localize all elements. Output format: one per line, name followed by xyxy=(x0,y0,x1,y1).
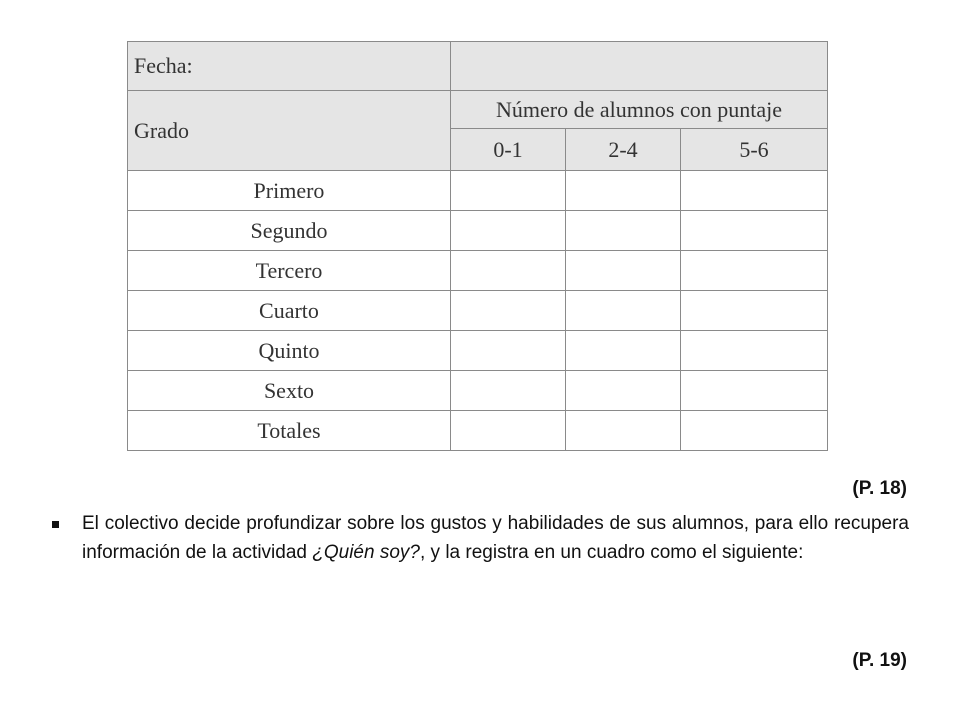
page-reference-19: (P. 19) xyxy=(852,650,907,671)
score-cell[interactable] xyxy=(451,411,566,451)
table-row xyxy=(128,331,828,371)
score-cell[interactable] xyxy=(566,411,681,451)
score-cell[interactable] xyxy=(566,291,681,331)
grade-label: Totales xyxy=(128,411,451,451)
table-row xyxy=(128,171,828,211)
score-cell[interactable] xyxy=(451,331,566,371)
page-reference-18: (P. 18) xyxy=(852,478,907,499)
grado-label: Grado xyxy=(128,91,451,171)
score-cell[interactable] xyxy=(451,211,566,251)
group-header: Número de alumnos con puntaje xyxy=(451,91,828,129)
range-header: 0-1 xyxy=(451,129,566,171)
score-cell[interactable] xyxy=(681,171,828,211)
grade-label: Quinto xyxy=(128,331,451,371)
score-cell[interactable] xyxy=(681,291,828,331)
table-row xyxy=(128,291,828,331)
score-cell[interactable] xyxy=(451,371,566,411)
score-cell[interactable] xyxy=(566,331,681,371)
score-cell[interactable] xyxy=(681,251,828,291)
score-cell[interactable] xyxy=(566,251,681,291)
table-row xyxy=(128,251,828,291)
grade-label: Tercero xyxy=(128,251,451,291)
score-cell[interactable] xyxy=(681,371,828,411)
paragraph-text xyxy=(82,509,909,567)
score-cell[interactable] xyxy=(566,211,681,251)
grade-label: Sexto xyxy=(128,371,451,411)
score-cell[interactable] xyxy=(681,411,828,451)
score-cell[interactable] xyxy=(451,291,566,331)
score-cell[interactable] xyxy=(681,211,828,251)
score-cell[interactable] xyxy=(451,251,566,291)
grade-label: Segundo xyxy=(128,211,451,251)
bullet-square-icon xyxy=(52,521,59,528)
range-header: 5-6 xyxy=(681,129,828,171)
activity-title: ¿Quién soy? xyxy=(312,542,420,563)
range-header: 2-4 xyxy=(566,129,681,171)
fecha-value-cell[interactable] xyxy=(451,42,828,91)
score-cell[interactable] xyxy=(566,371,681,411)
grade-label: Primero xyxy=(128,171,451,211)
fecha-label: Fecha: xyxy=(128,42,451,91)
bullet-paragraph xyxy=(52,509,909,567)
score-table xyxy=(127,41,828,451)
score-cell[interactable] xyxy=(566,171,681,211)
score-table-container xyxy=(127,41,827,450)
grade-label: Cuarto xyxy=(128,291,451,331)
paragraph-text-before: El colectivo decide profundizar sobre los gustos y habilidades de sus alumnos, para ello recupera información de la actividad xyxy=(82,513,909,563)
score-cell[interactable] xyxy=(681,331,828,371)
table-row xyxy=(128,411,828,451)
paragraph-text-after: , y la registra en un cuadro como el siguiente: xyxy=(419,542,804,563)
score-cell[interactable] xyxy=(451,171,566,211)
table-row xyxy=(128,371,828,411)
table-row xyxy=(128,211,828,251)
